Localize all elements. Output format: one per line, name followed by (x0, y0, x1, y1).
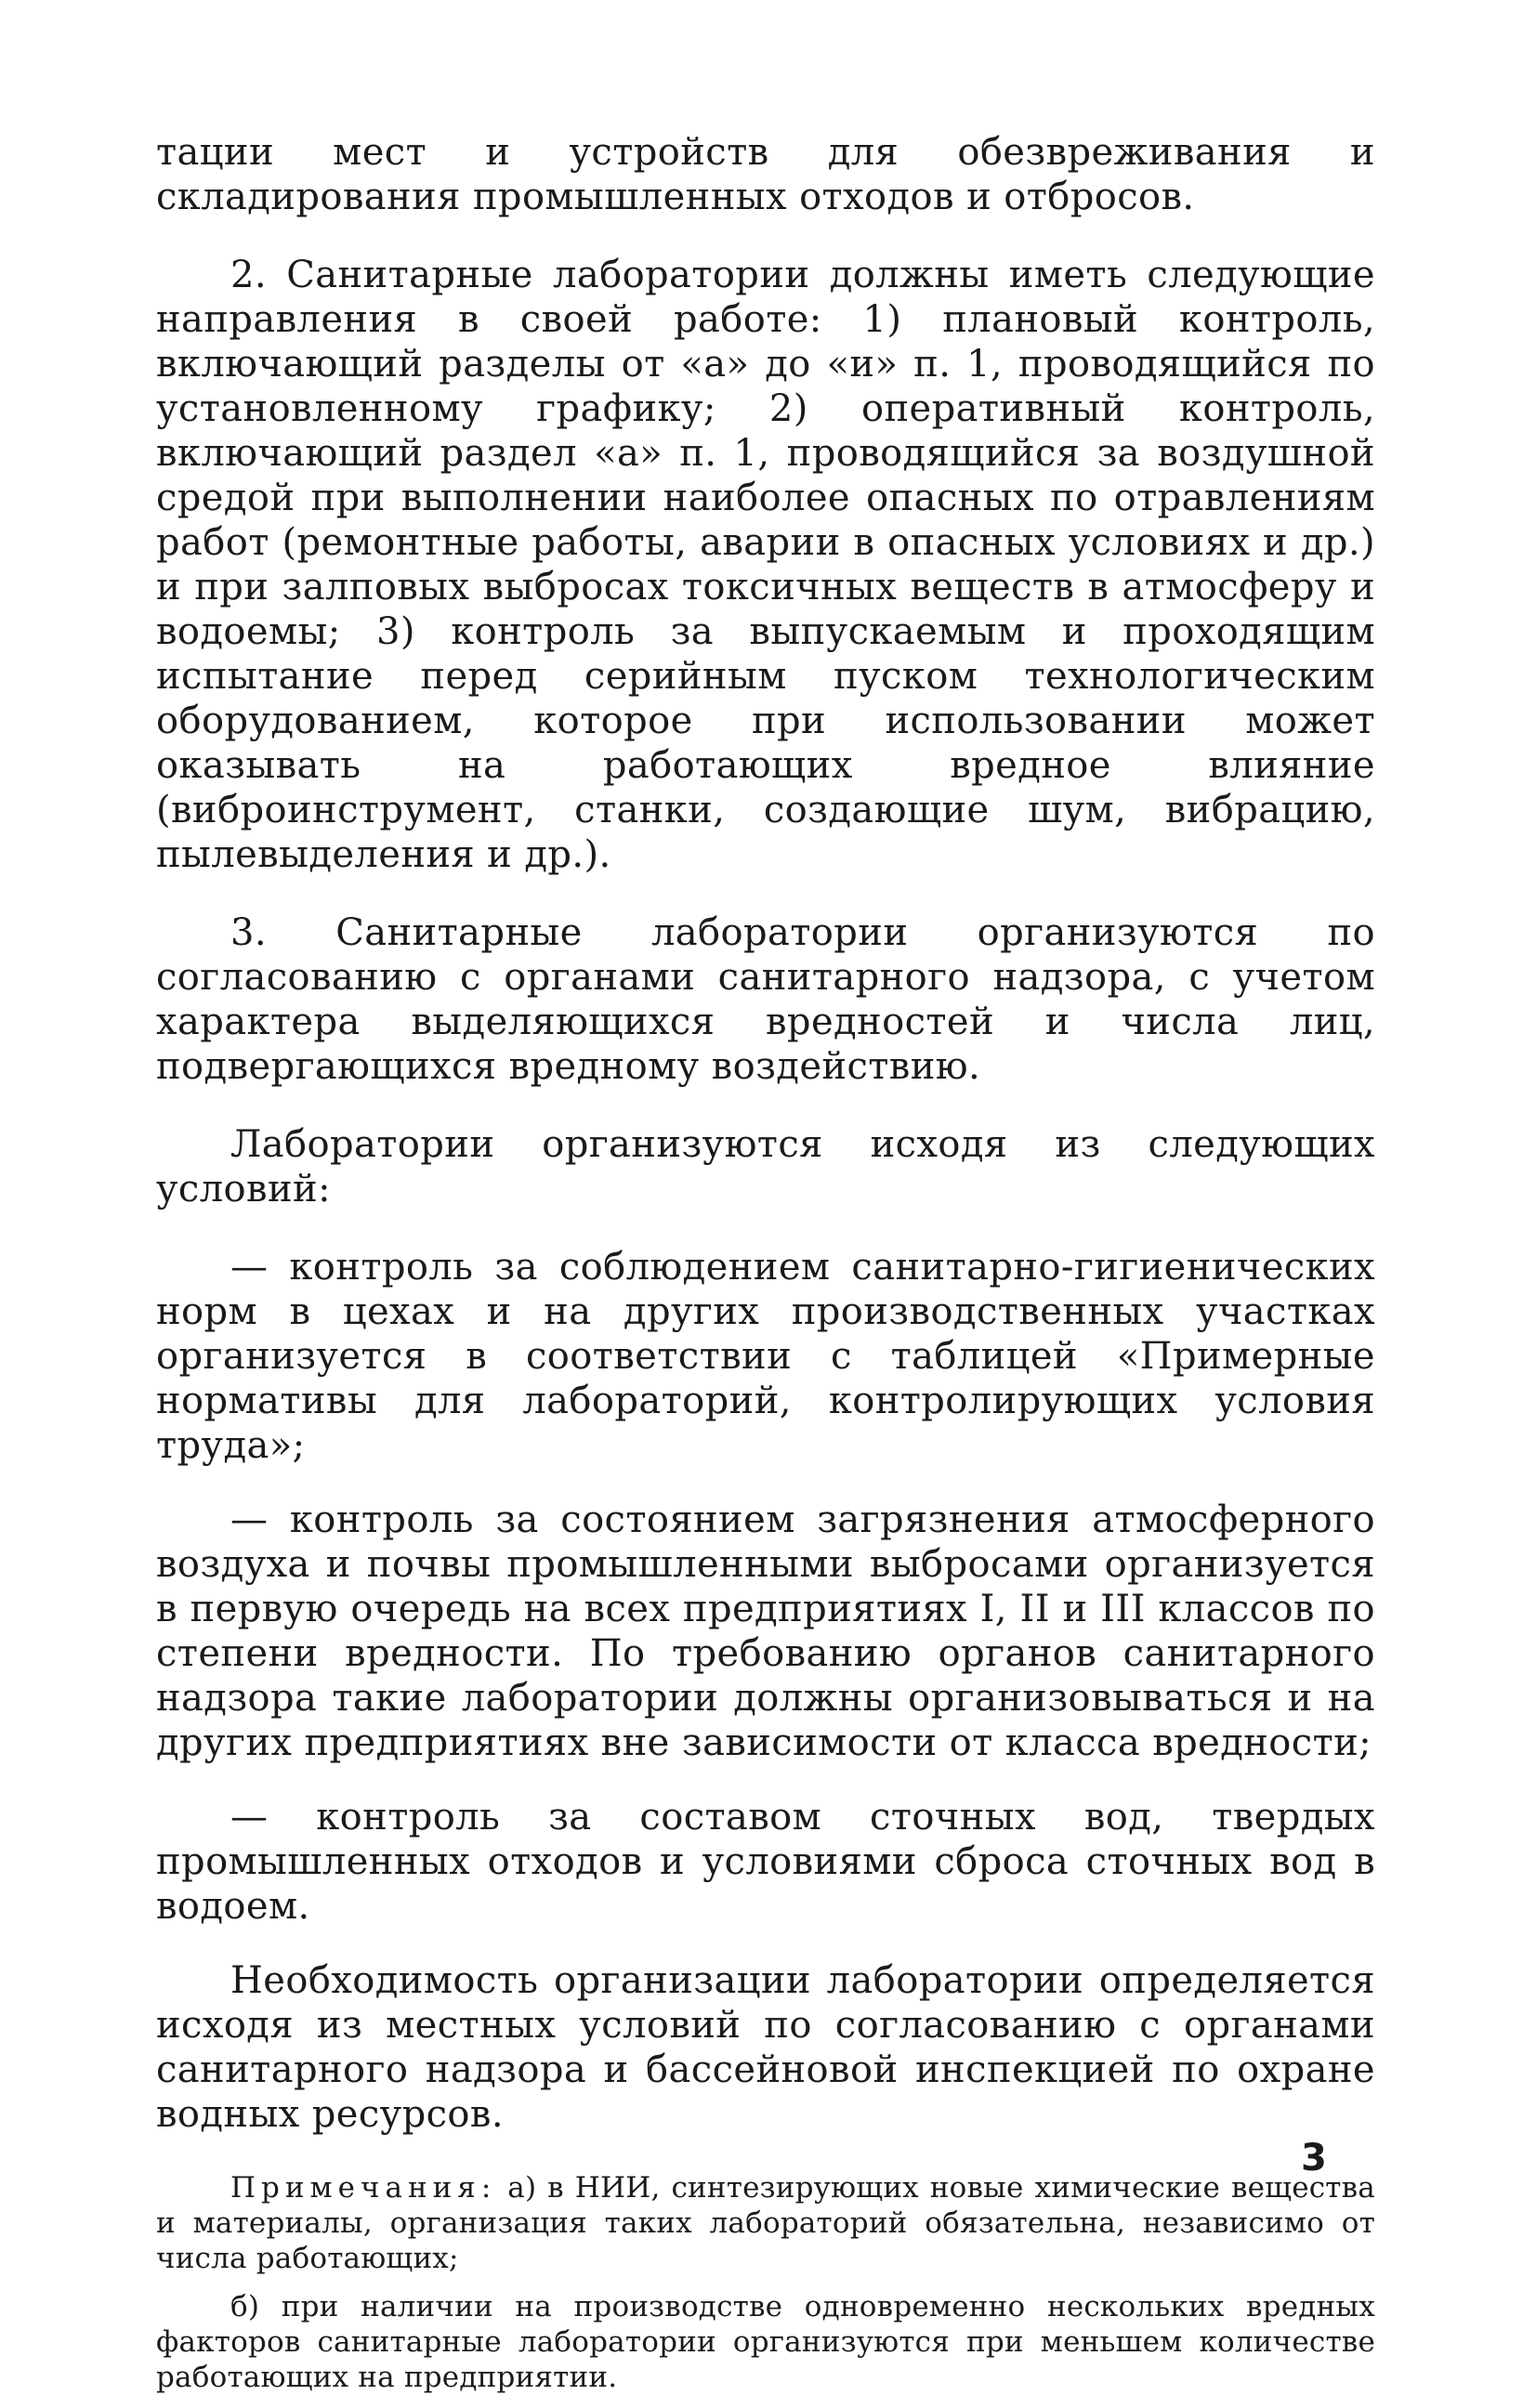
paragraph-3: 3. Санитарные лаборатории организуются по согласованию с органами санитарного надзора, с учетом характера выделяющихся вредностей и числа лиц, подвергающихся вредному воздействию. (156, 911, 1375, 1088)
document-page (156, 130, 1375, 2408)
note-a (156, 2170, 1375, 2276)
page-number: 3 (1301, 2137, 1327, 2179)
conditions-intro: Лаборатории организуются исходя из следующих условий: (156, 1123, 1375, 1211)
notes-section (156, 2170, 1375, 2395)
condition-item-1: — контроль за соблюдением санитарно-гигиенических норм в цехах и на других производственных участках организуется в соответствии с таблицей «Примерные нормативы для лабораторий, контролирующих условия труда»; (156, 1246, 1375, 1467)
paragraph-2: 2. Санитарные лаборатории должны иметь следующие направления в своей работе: 1) плановый контроль, включающий разделы от «а» до «и» п. 1, проводящийся по установленному графику; 2) оперативный контроль, включающий раздел «а» п. 1, проводящийся за воздушной средой при выполнении наиболее опасных по отравлениям работ (ремонтные работы, аварии в опасных условиях и др.) и при залповых выбросах токсичных веществ в атмосферу и водоемы; 3) контроль за выпускаемым и проходящим испытание перед серийным пуском технологическим оборудованием, которое при использовании может оказывать на работающих вредное влияние (виброинструмент, станки, создающие шум, вибрацию, пылевыделения и др.). (156, 254, 1375, 876)
note-b: б) при наличии на производстве одновременно нескольких вредных факторов санитарные лаборатории организуются при меньшем количестве работающих на предприятии. (156, 2290, 1375, 2394)
note-a-text: а) в НИИ, синтезирующих новые химические вещества и материалы, организация таких лабораторий обязательна, независимо от числа работающих; (156, 2171, 1375, 2275)
condition-item-2: — контроль за состоянием загрязнения атмосферного воздуха и почвы промышленными выбросами организуется в первую очередь на всех предприятиях I, II и III классов по степени вредности. По требованию органов санитарного надзора такие лаборатории должны организовываться и на других предприятиях вне зависимости от класса вредности; (156, 1498, 1375, 1764)
intro-continuation-paragraph: тации мест и устройств для обезвреживания и складирования промышленных отходов и отбросов. (156, 131, 1375, 218)
notes-label: Примечания: (230, 2171, 497, 2205)
condition-item-3: — контроль за составом сточных вод, твердых промышленных отходов и условиями сброса сточных вод в водоем. (156, 1796, 1375, 1928)
necessity-paragraph: Необходимость организации лаборатории определяется исходя из местных условий по согласованию с органами санитарного надзора и бассейновой инспекцией по охране водных ресурсов. (156, 1959, 1375, 2136)
